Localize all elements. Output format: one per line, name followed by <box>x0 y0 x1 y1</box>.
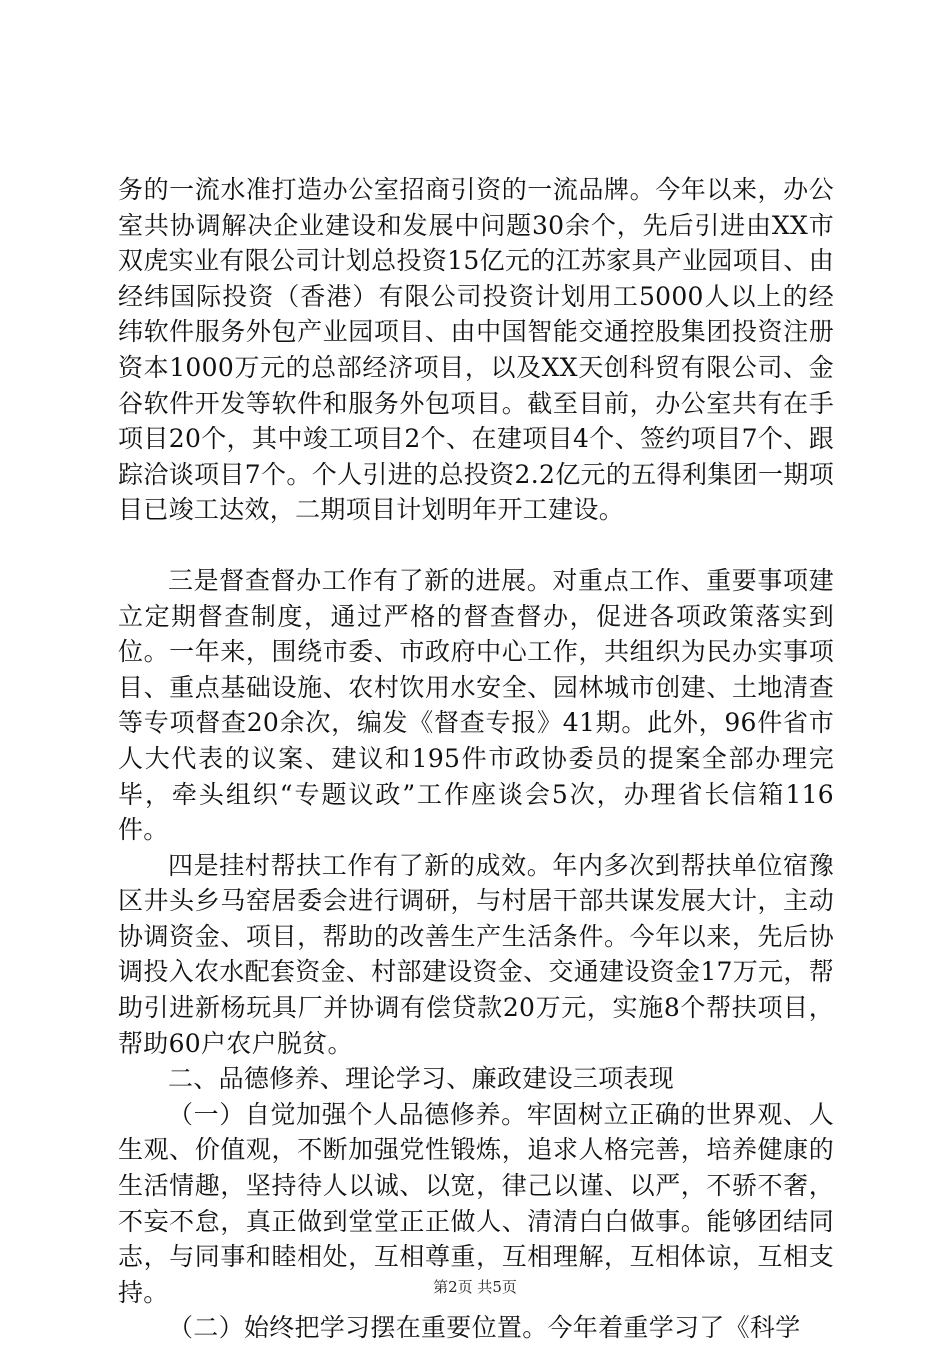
paragraph-supervision: 三是督查督办工作有了新的进展。对重点工作、重要事项建立定期督查制度，通过严格的督查督办，促进各项政策落实到位。一年来，围绕市委、市政府中心工作，共组织为民办实事项目、重点基础设施、农村饮用水安全、园林城市创建、土地清查等专项督查20余次，编发《督查专报》41期。此外，96件省市人大代表的议案、建议和195件市政协委员的提案全部办理完毕，牵头组织“专题议政”工作座谈会5次，办理省长信箱116件。 <box>118 565 834 845</box>
paragraph-moral-cultivation: （一）自觉加强个人品德修养。牢固树立正确的世界观、人生观、价值观，不断加强党性锻炼，追求人格完善，培养健康的生活情趣，坚持待人以诚、以宽，律己以谨、以严，不骄不奢，不妄不怠，真正做到堂堂正正做人、清清白白做事。能够团结同志，与同事和睦相处，互相尊重，互相理解，互相体谅，互相支持。 <box>118 1099 834 1307</box>
paragraph-village-assistance: 四是挂村帮扶工作有了新的成效。年内多次到帮扶单位宿豫区井头乡马窑居委会进行调研，与村居干部共谋发展大计，主动协调资金、项目，帮助的改善生产生活条件。今年以来，先后协调投入农水配套资金、村部建设资金、交通建设资金17万元，帮助引进新杨玩具厂并协调有偿贷款20万元，实施8个帮扶项目，帮助60户农户脱贫。 <box>118 850 834 1058</box>
paragraph-study: （二）始终把学习摆在重要位置。今年着重学习了《科学 <box>168 1313 801 1343</box>
paragraph-investment: 务的一流水准打造办公室招商引资的一流品牌。今年以来，办公室共协调解决企业建设和发展中问题30余个，先后引进由XX市双虎实业有限公司计划总投资15亿元的江苏家具产业园项目、由经纬国际投资（香港）有限公司投资计划用工5000人以上的经纬软件服务外包产业园项目、由中国智能交通控股集团投资注册资本1000万元的总部经济项目，以及XX天创科贸有限公司、金谷软件开发等软件和服务外包项目。截至目前，办公室共有在手项目20个，其中竣工项目2个、在建项目4个、签约项目7个、跟踪洽谈项目7个。个人引进的总投资2.2亿元的五得利集团一期项目已竣工达效，二期项目计划明年开工建设。 <box>118 175 834 525</box>
page-number-footer: 第2页 共5页 <box>433 1278 517 1296</box>
section-heading: 二、品德修养、理论学习、廉政建设三项表现 <box>168 1064 675 1094</box>
document-body <box>118 172 834 1346</box>
paragraph-spacer <box>118 528 834 563</box>
